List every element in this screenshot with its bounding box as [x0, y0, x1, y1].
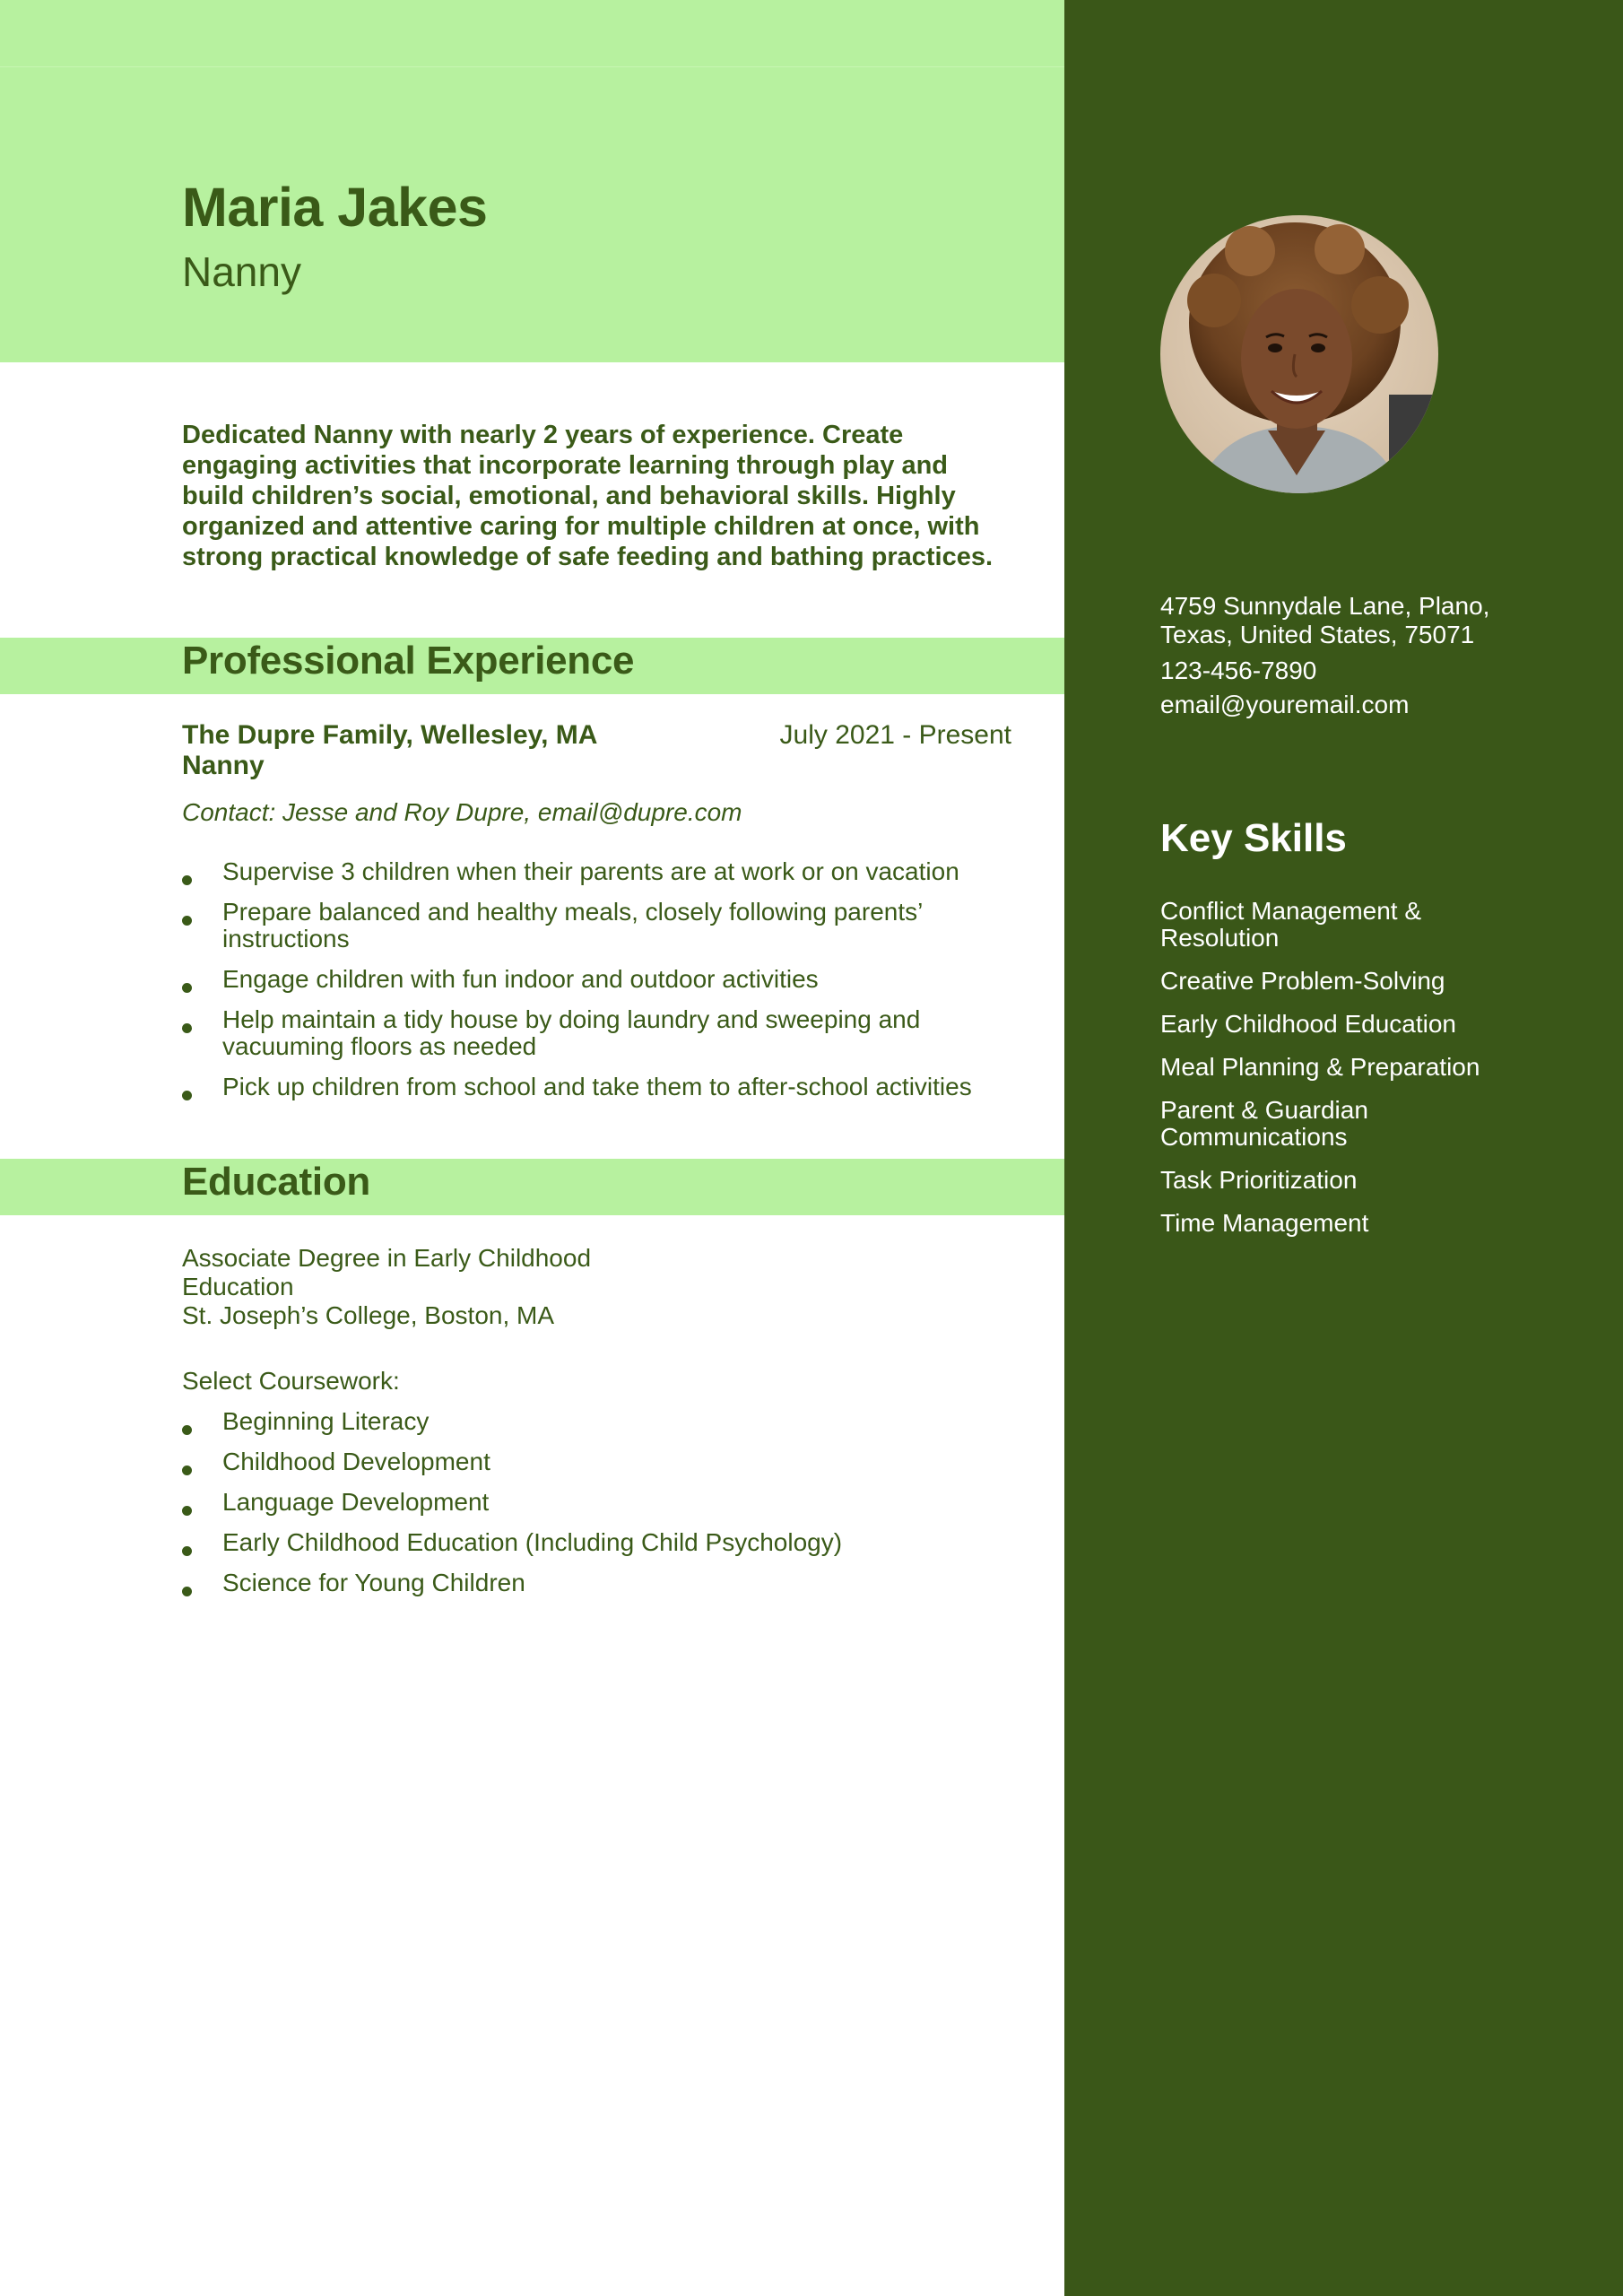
coursework-list [182, 1408, 1016, 1610]
bullet-icon [182, 983, 192, 993]
education-heading-band [0, 1159, 1064, 1215]
experience-bullets [182, 858, 1016, 1114]
skills-heading: Key Skills [1160, 816, 1347, 860]
contact-address: 4759 Sunnydale Lane, Plano, Texas, United States, 75071 [1160, 592, 1490, 648]
skills-list [1160, 898, 1537, 1253]
list-item: Help maintain a tidy house by doing laundry and sweeping and vacuuming floors as needed [182, 1006, 1016, 1060]
header-divider [0, 66, 1064, 67]
coursework-label: Select Coursework: [182, 1367, 400, 1395]
experience-heading: Professional Experience [182, 639, 635, 683]
job-dates: July 2021 - Present [779, 720, 1011, 750]
skill-item: Early Childhood Education [1160, 1010, 1456, 1038]
education-degree: Associate Degree in Early Childhood Education [182, 1244, 592, 1300]
bullet-icon [182, 1425, 192, 1435]
list-item: Engage children with fun indoor and outdoor activities [182, 966, 1016, 993]
skill-item: Creative Problem-Solving [1160, 967, 1445, 995]
list-item: Science for Young Children [182, 1570, 1016, 1596]
skill-item: Time Management [1160, 1209, 1369, 1237]
skill-item: Parent & Guardian Communications [1160, 1096, 1368, 1151]
list-item: Supervise 3 children when their parents are at work or on vacation [182, 858, 1016, 885]
avatar-portrait-icon [1160, 215, 1438, 493]
summary-text: Dedicated Nanny with nearly 2 years of experience. Create engaging activities that incorporate learning through play and build children’s social, emotional, and behavioral skills. Highly organized and attentive caring for multiple children at once, with strong practical knowledge of safe feeding and bathing practices. [182, 421, 994, 571]
bullet-icon [182, 1506, 192, 1516]
list-item: Childhood Development [182, 1448, 1016, 1475]
profile-photo [1160, 215, 1438, 493]
job-employer: The Dupre Family, Wellesley, MA [182, 720, 598, 750]
education-heading: Education [182, 1160, 370, 1204]
bullet-icon [182, 1023, 192, 1033]
bullet-icon [182, 1091, 192, 1100]
bullet-icon [182, 1465, 192, 1475]
list-item: Pick up children from school and take them to after-school activities [182, 1074, 1016, 1100]
list-item: Early Childhood Education (Including Child Psychology) [182, 1529, 1016, 1556]
skill-item: Meal Planning & Preparation [1160, 1053, 1480, 1081]
education-school: St. Joseph’s College, Boston, MA [182, 1301, 555, 1329]
job-contact: Contact: Jesse and Roy Dupre, email@dupre.com [182, 798, 742, 826]
bullet-icon [182, 916, 192, 926]
skill-item: Task Prioritization [1160, 1166, 1358, 1194]
header-background [0, 0, 1064, 362]
bullet-icon [182, 1546, 192, 1556]
candidate-name: Maria Jakes [182, 177, 488, 238]
list-item: Prepare balanced and healthy meals, closely following parents’ instructions [182, 899, 1016, 952]
contact-phone: 123-456-7890 [1160, 657, 1317, 684]
list-item: Language Development [182, 1489, 1016, 1516]
job-role: Nanny [182, 751, 265, 780]
bullet-icon [182, 875, 192, 885]
list-item: Beginning Literacy [182, 1408, 1016, 1435]
contact-email[interactable]: email@youremail.com [1160, 691, 1410, 718]
candidate-title: Nanny [182, 248, 301, 295]
skill-item: Conflict Management & Resolution [1160, 897, 1422, 952]
bullet-icon [182, 1587, 192, 1596]
